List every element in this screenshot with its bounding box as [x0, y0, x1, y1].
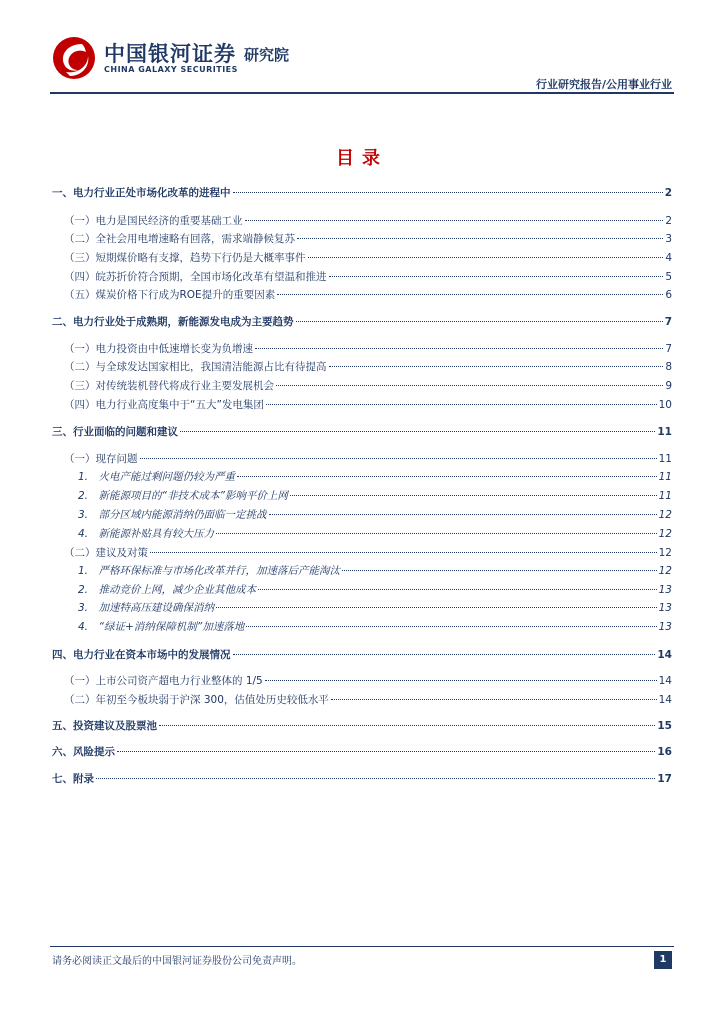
toc-entry-page: 2: [665, 215, 672, 227]
toc-entry-text: （四）电力行业高度集中于“五大”发电集团: [64, 399, 264, 411]
toc-entry-text: 七、附录: [52, 773, 94, 785]
toc-entry-level1[interactable]: [52, 424, 672, 440]
toc-entry-text: （一）上市公司资产超电力行业整体的 1/5: [64, 675, 263, 687]
toc-entry-page: 9: [665, 380, 672, 392]
toc-entry-level3[interactable]: [78, 582, 672, 598]
toc-entry-level3[interactable]: [78, 526, 672, 542]
toc-entry-text: 1. 严格环保标准与市场化改革并行，加速落后产能淘汰: [78, 565, 341, 577]
toc-entry-text: （三）对传统装机替代将成行业主要发展机会: [64, 380, 274, 392]
toc-dot-leader: [265, 680, 657, 681]
toc-dot-leader: [258, 589, 657, 590]
brand-name-en: CHINA GALAXY SECURITIES: [104, 65, 238, 74]
toc-entry-text: （四）皖苏折价符合预期，全国市场化改革有望温和推进: [64, 271, 327, 283]
toc-entry-text: 2. 新能源项目的“非技术成本”影响平价上网: [78, 490, 288, 502]
toc-entry-page: 13: [658, 602, 672, 614]
toc-entry-level2[interactable]: [64, 359, 672, 375]
brand-name-cn: 中国银河证券: [104, 42, 236, 66]
toc-entry-text: 2. 推动竞价上网，减少企业其他成本: [78, 584, 257, 596]
toc-entry-page: 12: [658, 565, 672, 577]
toc-entry-page: 16: [657, 746, 672, 758]
toc-entry-page: 5: [665, 271, 672, 283]
toc-entry-text: 四、电力行业在资本市场中的发展情况: [52, 649, 231, 661]
toc-entry-page: 11: [658, 471, 672, 483]
toc-dot-leader: [159, 725, 655, 726]
toc-entry-page: 14: [658, 675, 672, 687]
toc-entry-text: 4. “绿证+消纳保障机制”加速落地: [78, 621, 245, 633]
toc-entry-level3[interactable]: [78, 507, 672, 523]
toc-dot-leader: [266, 404, 657, 405]
toc-entry-level1[interactable]: [52, 744, 672, 760]
toc-entry-text: 1. 火电产能过剩问题仍较为严重: [78, 471, 236, 483]
toc-entry-level2[interactable]: [64, 269, 672, 285]
toc-entry-text: （一）电力是国民经济的重要基础工业: [64, 215, 243, 227]
toc-entry-level2[interactable]: [64, 378, 672, 394]
disclaimer-note: 请务必阅读正文最后的中国银河证券股份公司免责声明。: [52, 956, 302, 967]
toc-dot-leader: [290, 495, 657, 496]
toc-entry-page: 17: [657, 773, 672, 785]
toc-entry-level3[interactable]: [78, 488, 672, 504]
toc-entry-page: 12: [658, 528, 672, 540]
toc-dot-leader: [180, 431, 655, 432]
toc-entry-page: 11: [658, 453, 672, 465]
toc-entry-level3[interactable]: [78, 619, 672, 635]
toc-entry-level2[interactable]: [64, 397, 672, 413]
toc-entry-page: 11: [657, 426, 672, 438]
toc-entry-level3[interactable]: [78, 563, 672, 579]
toc-dot-leader: [237, 476, 657, 477]
toc-entry-text: 六、风险提示: [52, 746, 115, 758]
toc-dot-leader: [329, 366, 664, 367]
toc-entry-text: （二）与全球发达国家相比，我国清洁能源占比有待提高: [64, 361, 327, 373]
toc-entry-page: 3: [665, 233, 672, 245]
toc-dot-leader: [331, 699, 657, 700]
toc-entry-level2[interactable]: [64, 673, 672, 689]
toc-title: 目录: [336, 148, 388, 169]
toc-entry-level2[interactable]: [64, 451, 672, 467]
toc-entry-text: 三、行业面临的问题和建议: [52, 426, 178, 438]
toc-entry-page: 11: [658, 490, 672, 502]
toc-dot-leader: [216, 533, 657, 534]
toc-entry-text: 五、投资建议及股票池: [52, 720, 157, 732]
toc-dot-leader: [96, 778, 655, 779]
toc-entry-page: 4: [665, 252, 672, 264]
toc-entry-level1[interactable]: [52, 647, 672, 663]
toc-entry-page: 6: [665, 289, 672, 301]
toc-entry-level2[interactable]: [64, 692, 672, 708]
toc-dot-leader: [150, 552, 657, 553]
toc-dot-leader: [233, 192, 663, 193]
toc-entry-level3[interactable]: [78, 600, 672, 616]
toc-entry-page: 14: [657, 649, 672, 661]
toc-dot-leader: [255, 348, 663, 349]
toc-entry-text: 3. 部分区域内能源消纳仍面临一定挑战: [78, 509, 267, 521]
toc-entry-level2[interactable]: [64, 287, 672, 303]
toc-entry-level2[interactable]: [64, 231, 672, 247]
toc-entry-text: （二）建议及对策: [64, 547, 148, 559]
toc-entry-level1[interactable]: [52, 771, 672, 787]
toc-entry-page: 15: [657, 720, 672, 732]
toc-entry-level2[interactable]: [64, 341, 672, 357]
toc-entry-text: （一）电力投资由中低速增长变为负增速: [64, 343, 253, 355]
toc-dot-leader: [277, 294, 663, 295]
toc-entry-text: （三）短期煤价略有支撑，趋势下行仍是大概率事件: [64, 252, 306, 264]
toc-entry-text: 一、电力行业正处市场化改革的进程中: [52, 187, 231, 199]
toc-dot-leader: [329, 276, 664, 277]
toc-dot-leader: [140, 458, 657, 459]
toc-dot-leader: [246, 626, 656, 627]
toc-dot-leader: [342, 570, 657, 571]
toc-entry-text: 二、电力行业处于成熟期，新能源发电成为主要趋势: [52, 316, 294, 328]
toc-dot-leader: [296, 321, 663, 322]
toc-entry-page: 8: [665, 361, 672, 373]
toc-entry-page: 13: [658, 621, 672, 633]
toc-dot-leader: [245, 220, 664, 221]
toc-entry-level2[interactable]: [64, 250, 672, 266]
toc-entry-page: 2: [664, 187, 672, 199]
toc-dot-leader: [233, 654, 656, 655]
toc-entry-page: 12: [658, 547, 672, 559]
toc-entry-level1[interactable]: [52, 718, 672, 734]
toc-entry-text: （二）年初至今板块弱于沪深 300，估值处历史较低水平: [64, 694, 329, 706]
toc-dot-leader: [269, 514, 657, 515]
toc-entry-text: （五）煤炭价格下行成为ROE提升的重要因素: [64, 289, 276, 301]
toc-entry-page: 13: [658, 584, 672, 596]
brand-department: 研究院: [244, 46, 290, 64]
toc-entry-level1[interactable]: [52, 314, 672, 330]
toc-entry-text: 3. 加速特高压建设确保消纳: [78, 602, 215, 614]
page-number: 1: [654, 951, 672, 969]
toc-entry-page: 10: [658, 399, 672, 411]
footer-divider: [50, 946, 674, 947]
toc-entry-level2[interactable]: [64, 545, 672, 561]
toc-dot-leader: [216, 607, 657, 608]
toc-dot-leader: [308, 257, 664, 258]
report-type-label: 行业研究报告/公用事业行业: [535, 78, 672, 91]
toc-entry-page: 12: [658, 509, 672, 521]
toc-entry-text: 4. 新能源补贴具有较大压力: [78, 528, 215, 540]
toc-dot-leader: [276, 385, 663, 386]
toc-entry-level2[interactable]: [64, 213, 672, 229]
toc-entry-page: 7: [665, 343, 672, 355]
toc-entry-level1[interactable]: [52, 185, 672, 201]
toc-entry-level3[interactable]: [78, 469, 672, 485]
toc-entry-page: 14: [658, 694, 672, 706]
toc-entry-text: （一）现存问题: [64, 453, 138, 465]
toc-dot-leader: [117, 751, 655, 752]
toc-entry-text: （二）全社会用电增速略有回落，需求端静候复苏: [64, 233, 295, 245]
toc-entry-page: 7: [664, 316, 672, 328]
toc-dot-leader: [297, 238, 663, 239]
